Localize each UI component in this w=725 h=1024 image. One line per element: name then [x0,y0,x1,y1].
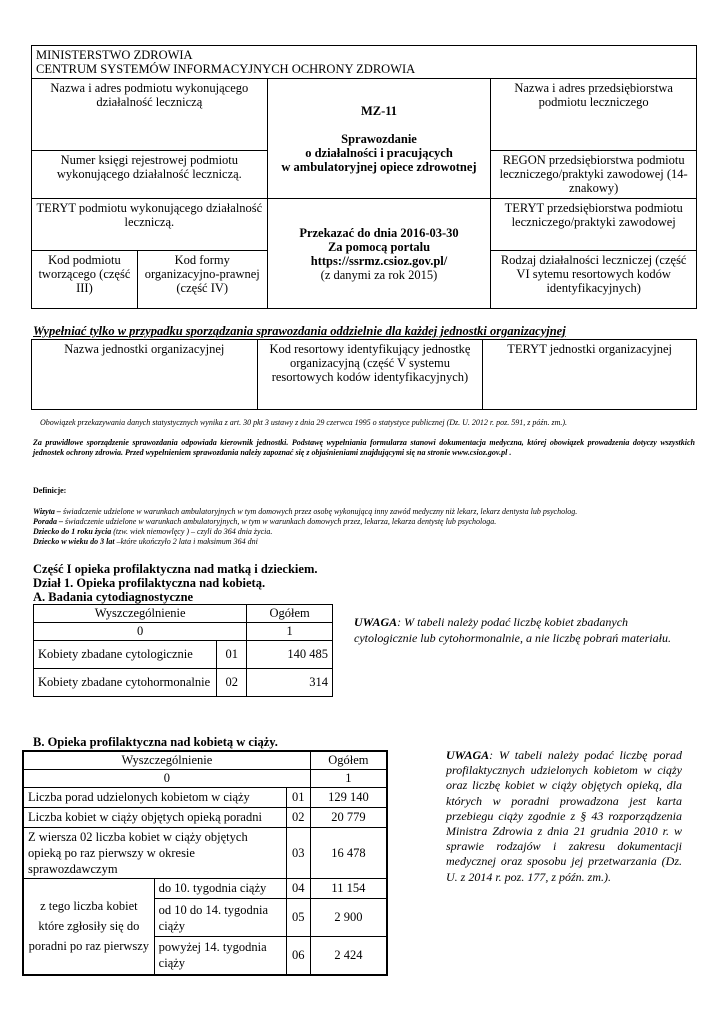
table-a [33,604,333,697]
table-row [34,641,333,669]
definition-child3: Dziecko w wieku do 3 lat –które ukończyło 2 lata i maksimum 364 dni [33,537,258,546]
activity-type-field: Rodzaj działalności leczniczej (część VI sytemu resortowych kodów identyfikacyjnych) [491,251,697,309]
table-b-index-1: 1 [310,770,387,788]
table-a-index-1: 1 [247,623,333,641]
table-row [23,808,387,828]
definition-child1: Dziecko do 1 roku życia (tzw. wiek niemowlęcy ) – czyli do 364 dnia życia. [33,527,273,536]
table-b-note: UWAGA: W tabeli należy podać liczbę porad profilaktycznych udzielonych kobietom w ciąży oraz liczbę kobiet w ciąży objętych opieką, dla których w poradni prowadzona jest karta przebiegu ciąży zgodnie z § 43 rozporządzenia Ministra Zdrowia z dnia 21 grudnia 2010 r. w sprawie rodzajów i zakresu dokumentacji medycznej oraz sposobu jej przetwarzania (Dz. U. z 2014 r. poz. 177, z późn. zm.). [446,748,682,884]
form-title-3: w ambulatoryjnej opiece zdrowotnej [281,159,477,174]
ministry-name: MINISTERSTWO ZDROWIA [36,48,193,62]
table-b-header-total: Ogółem [310,751,387,770]
form-title-1: Sprawozdanie [341,131,417,146]
row-code: 01 [217,641,247,669]
row-code: 02 [286,808,310,828]
row-code: 03 [286,828,310,879]
row-label: powyżej 14. tygodnia ciąży [154,937,286,975]
enterprise-name-field: Nazwa i adres przedsiębiorstwa podmiotu leczniczego [491,79,697,151]
section-a-title: A. Badania cytodiagnostyczne [33,590,194,604]
table-row [23,828,387,879]
row-value[interactable]: 16 478 [310,828,387,879]
row-label: do 10. tygodnia ciąży [154,879,286,899]
form-header [31,45,697,309]
teryt-enterprise-field: TERYT przedsiębiorstwa podmiotu leczniczego/praktyki zawodowej [491,199,697,251]
unit-code-field: Kod resortowy identyfikujący jednostkę organizacyjną (część V systemu resortowych kodów identyfikacyjnych) [257,340,483,410]
section-b-title: B. Opieka profilaktyczna nad kobietą w ciąży. [33,735,278,749]
row-value[interactable]: 314 [247,669,333,697]
form-title-cell [267,79,491,199]
legal-responsibility: Za prawidłowe sporządzenie sprawozdania odpowiada kierownik jednostki. Podstawę wypełniania formularza stanowi dokumentacja medyczna, której obowiązek prowadzenia dotyczy wszystkich jednostek ochrony zdrowia. Przed wypełnieniem sprawozdania należy zapoznać się z objaśnieniami znajdującymi się na stronie www.csioz.gov.pl . [33,438,695,457]
form-title-2: o działalności i pracujących [305,145,453,160]
legal-form-field: Kod formy organizacyjno-prawnej (część IV) [137,251,267,309]
deadline-portal: Za pomocą portalu [327,239,431,254]
table-a-header-total: Ogółem [247,605,333,623]
register-number-field: Numer księgi rejestrowej podmiotu wykonującego działalność leczniczą. [32,151,268,199]
definition-wizyta: Wizyta – świadczenie udzielone w warunkach ambulatoryjnych w tym domowych przez osobę wykonującą inny zawód medyczny niż lekarz, lekarz dentysta lub psycholog. [33,507,578,516]
row-value[interactable]: 11 154 [310,879,387,899]
data-year: (z danymi za rok 2015) [320,267,438,282]
row-value[interactable]: 20 779 [310,808,387,828]
unit-note: Wypełniać tylko w przypadku sporządzania sprawozdania oddzielnie dla każdej jednostki organizacyjnej [33,324,566,338]
table-a-note: UWAGA: W tabeli należy podać liczbę kobiet zbadanych cytologicznie lub cytohormonalnie, a nie liczbę pobrań materiału. [354,615,671,645]
row-code: 06 [286,937,310,975]
row-label: od 10 do 14. tygodnia ciąży [154,899,286,937]
definitions-title: Definicje: [33,486,67,495]
row-label: Kobiety zbadane cytologicznie [34,641,217,669]
teryt-entity-field: TERYT podmiotu wykonującego działalność leczniczą. [32,199,268,251]
section-headings [33,562,317,604]
unit-teryt-field: TERYT jednostki organizacyjnej [483,340,697,410]
legal-obligation: Obowiązek przekazywania danych statystycznych wynika z art. 30 pkt 3 ustawy z dnia 29 czerwca 1995 o statystyce publicznej (Dz. U. 2012 r. poz. 591, z późn. zm.). [40,418,568,427]
unit-table [31,339,697,410]
group-label: z tego liczba kobiet które zgłosiły się do poradni po raz pierwszy [23,879,154,975]
row-label: Z wiersza 02 liczba kobiet w ciąży objętych opieką po raz pierwszy w okresie sprawozdawczym [23,828,286,879]
unit-name-field: Nazwa jednostki organizacyjnej [32,340,258,410]
row-label: Liczba porad udzielonych kobietom w ciąży [23,788,286,808]
table-b-index-0: 0 [23,770,310,788]
row-code: 02 [217,669,247,697]
founder-code-field: Kod podmiotu tworzącego (część III) [32,251,138,309]
table-row [23,879,387,899]
dept-title: Dział 1. Opieka profilaktyczna nad kobietą. [33,576,266,590]
regon-field: REGON przedsiębiorstwa podmiotu leczniczego/praktyki zawodowej (14-znakowy) [491,151,697,199]
deadline-cell [267,199,491,309]
row-code: 04 [286,879,310,899]
definition-porada: Porada – świadczenie udzielone w warunkach ambulatoryjnych, w tym w warunkach domowych przez, lekarza, lekarza dentystę lub psychologa. [33,517,497,526]
table-row [34,669,333,697]
form-code: MZ-11 [360,103,398,118]
row-code: 01 [286,788,310,808]
row-value[interactable]: 140 485 [247,641,333,669]
table-a-index-0: 0 [34,623,247,641]
row-label: Liczba kobiet w ciąży objętych opieką poradni [23,808,286,828]
part-title: Część I opieka profilaktyczna nad matką i dzieckiem. [33,562,318,576]
deadline-date: Przekazać do dnia 2016-03-30 [299,225,459,240]
entity-name-field: Nazwa i adres podmiotu wykonującego działalność leczniczą [32,79,268,151]
row-value[interactable]: 129 140 [310,788,387,808]
table-b [22,750,388,976]
center-name: CENTRUM SYSTEMÓW INFORMACYJNYCH OCHRONY ZDROWIA [36,62,416,76]
table-b-header-spec: Wyszczególnienie [23,751,310,770]
row-label: Kobiety zbadane cytohormonalnie [34,669,217,697]
table-a-header-spec: Wyszczególnienie [34,605,247,623]
row-value[interactable]: 2 424 [310,937,387,975]
definitions-list [33,507,698,547]
row-code: 05 [286,899,310,937]
row-value[interactable]: 2 900 [310,899,387,937]
table-row [23,788,387,808]
portal-link[interactable]: https://ssrmz.csioz.gov.pl/ [310,253,448,268]
